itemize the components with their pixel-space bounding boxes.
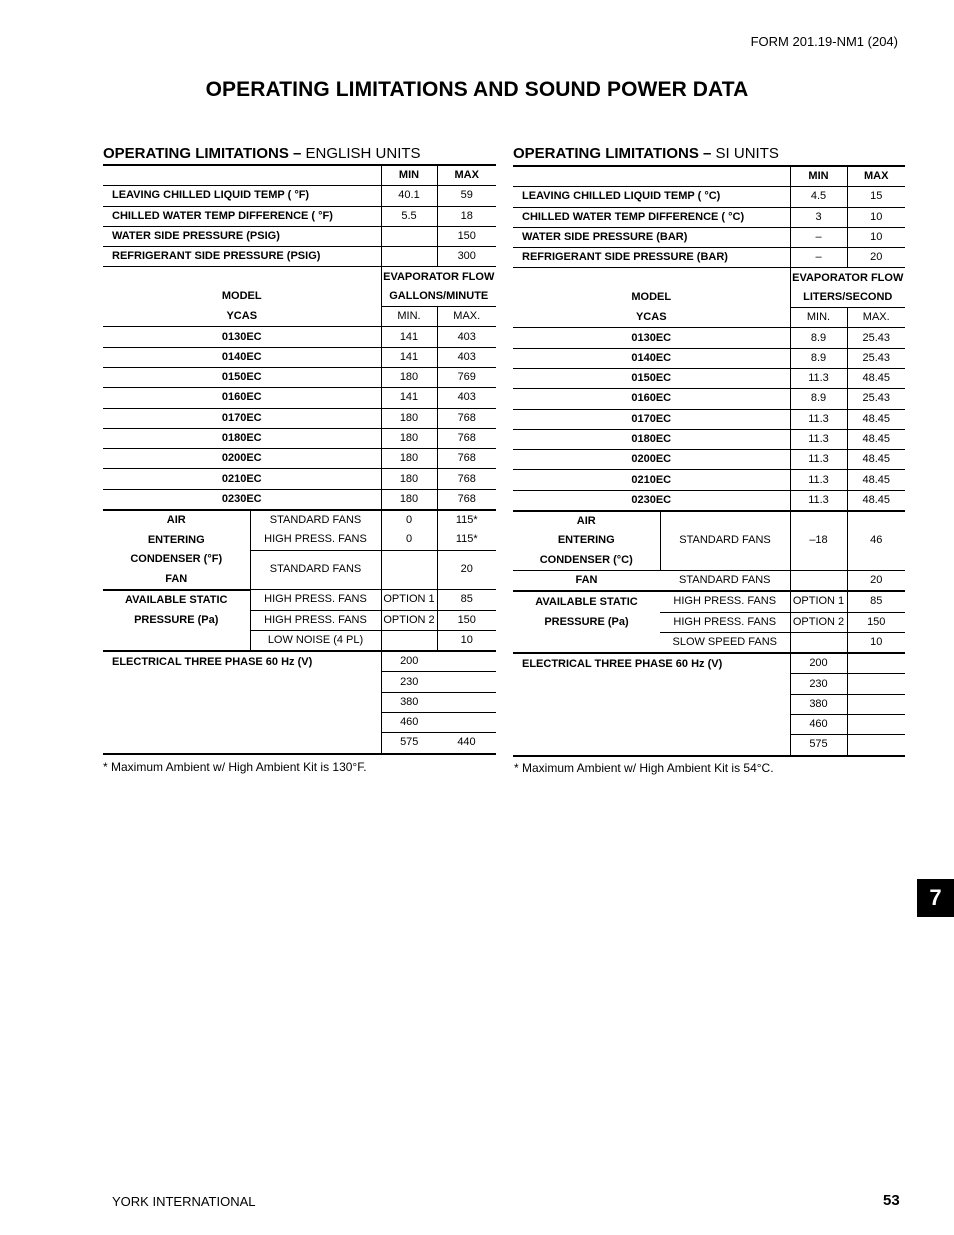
limit-row: REFRIGERANT SIDE PRESSURE (PSIG) 300	[103, 247, 496, 267]
form-number: FORM 201.19-NM1 (204)	[750, 34, 898, 49]
page-number: 53	[883, 1192, 900, 1209]
model-row: 0140EC 8.9 25.43	[513, 348, 905, 368]
english-note: * Maximum Ambient w/ High Ambient Kit is 130°F.	[103, 760, 367, 774]
limit-row: CHILLED WATER TEMP DIFFERENCE ( °C) 3 10	[513, 207, 905, 227]
section-tab: 7	[917, 879, 954, 917]
flow-header: EVAPORATOR FLOW	[381, 267, 496, 287]
col-max: MAX	[847, 166, 905, 187]
model-row: 0180EC 180 768	[103, 428, 496, 448]
limit-row: REFRIGERANT SIDE PRESSURE (BAR) – 20	[513, 248, 905, 268]
model-row: 0150EC 11.3 48.45	[513, 368, 905, 388]
model-row: 0170EC 180 768	[103, 408, 496, 428]
english-heading-bold: OPERATING LIMITATIONS –	[103, 145, 302, 162]
model-label: MODEL	[221, 290, 262, 303]
page-title: OPERATING LIMITATIONS AND SOUND POWER DATA	[205, 78, 749, 101]
model-row: 0140EC 141 403	[103, 347, 496, 367]
model-row: 0200EC 180 768	[103, 449, 496, 469]
si-heading-rest: SI UNITS	[715, 145, 779, 162]
col-min: MIN	[790, 166, 847, 187]
model-row: 0130EC 141 403	[103, 327, 496, 347]
model-row: 0170EC 11.3 48.45	[513, 409, 905, 429]
limit-row: LEAVING CHILLED LIQUID TEMP ( °F) 40.1 59	[103, 186, 496, 206]
limit-row: WATER SIDE PRESSURE (BAR) – 10	[513, 227, 905, 247]
col-min: MIN	[381, 165, 437, 186]
electrical-label: ELECTRICAL THREE PHASE 60 Hz (V)	[522, 657, 723, 670]
si-heading-bold: OPERATING LIMITATIONS –	[513, 145, 712, 162]
english-heading	[103, 145, 421, 162]
english-heading-rest: ENGLISH UNITS	[305, 145, 421, 162]
limit-row: LEAVING CHILLED LIQUID TEMP ( °C) 4.5 15	[513, 187, 905, 207]
si-note: * Maximum Ambient w/ High Ambient Kit is 54°C.	[514, 761, 774, 775]
model-row: 0230EC 11.3 48.45	[513, 490, 905, 511]
model-row: 0130EC 8.9 25.43	[513, 328, 905, 348]
model-label: MODEL	[631, 291, 672, 304]
model-row: 0200EC 11.3 48.45	[513, 450, 905, 470]
model-row: 0230EC 180 768	[103, 489, 496, 510]
flow-header: EVAPORATOR FLOW	[790, 268, 905, 288]
si-heading	[513, 145, 779, 162]
col-max: MAX	[437, 165, 496, 186]
model-row: 0160EC 141 403	[103, 388, 496, 408]
model-row: 0210EC 11.3 48.45	[513, 470, 905, 490]
si-table: MIN MAX LEAVING CHILLED LIQUID TEMP ( °C) 4.5 15 CHILLED WATER TEMP DIFFERENCE ( °C) 3 10 WATER SIDE PRESSURE (BAR) – 10 REFRIGERANT SIDE PRESSURE (BAR) – 20 EVAPORATOR FLOW MODEL LITERS/SECOND YCAS MIN. MAX. 0130EC 8.9 25.43 0140EC 8.9 25.43 0150EC 11.3 48.45 0160EC 8.9 25.43 0170EC 11.3 48.45 0180EC 11.3 48.45 0200EC 11.3 48.45 0210EC 11.3 48.45 0230EC 11.3 48.45 AIR STANDARD FANS –18 46 ENTERING CONDENSER (°C) FAN STANDARD FANS 20 AVAILABLE STATIC HIGH PRESS. FANS OPTION 1 85 PRESSURE (Pa) HIGH PRESS. FANS OPTION 2 150 SLOW SPEED FANS 10 ELECTRICAL THREE PHASE 60 Hz (V) 200 230 380 460 575	[513, 165, 905, 757]
english-table: MIN MAX LEAVING CHILLED LIQUID TEMP ( °F) 40.1 59 CHILLED WATER TEMP DIFFERENCE ( °F) 5.5 18 WATER SIDE PRESSURE (PSIG) 150 REFRIGERANT SIDE PRESSURE (PSIG) 300 EVAPORATOR FLOW MODEL GALLONS/MINUTE YCAS MIN. MAX. 0130EC 141 403 0140EC 141 403 0150EC 180 769 0160EC 141 403 0170EC 180 768 0180EC 180 768 0200EC 180 768 0210EC 180 768 0230EC 180 768 AIR STANDARD FANS 0 115* ENTERING HIGH PRESS. FANS 0 115* CONDENSER (°F) STANDARD FANS 20 FAN AVAILABLE STATIC HIGH PRESS. FANS OPTION 1 85 PRESSURE (Pa) HIGH PRESS. FANS OPTION 2 150 LOW NOISE (4 PL) 10 ELECTRICAL THREE PHASE 60 Hz (V) 200 230 380 460 575 440	[103, 164, 496, 755]
model-row: 0160EC 8.9 25.43	[513, 389, 905, 409]
model-row: 0150EC 180 769	[103, 367, 496, 387]
model-row: 0180EC 11.3 48.45	[513, 429, 905, 449]
limit-row: CHILLED WATER TEMP DIFFERENCE ( °F) 5.5 18	[103, 206, 496, 226]
model-row: 0210EC 180 768	[103, 469, 496, 489]
limit-row: WATER SIDE PRESSURE (PSIG) 150	[103, 226, 496, 246]
electrical-label: ELECTRICAL THREE PHASE 60 Hz (V)	[112, 655, 313, 668]
footer-company: YORK INTERNATIONAL	[112, 1194, 256, 1209]
